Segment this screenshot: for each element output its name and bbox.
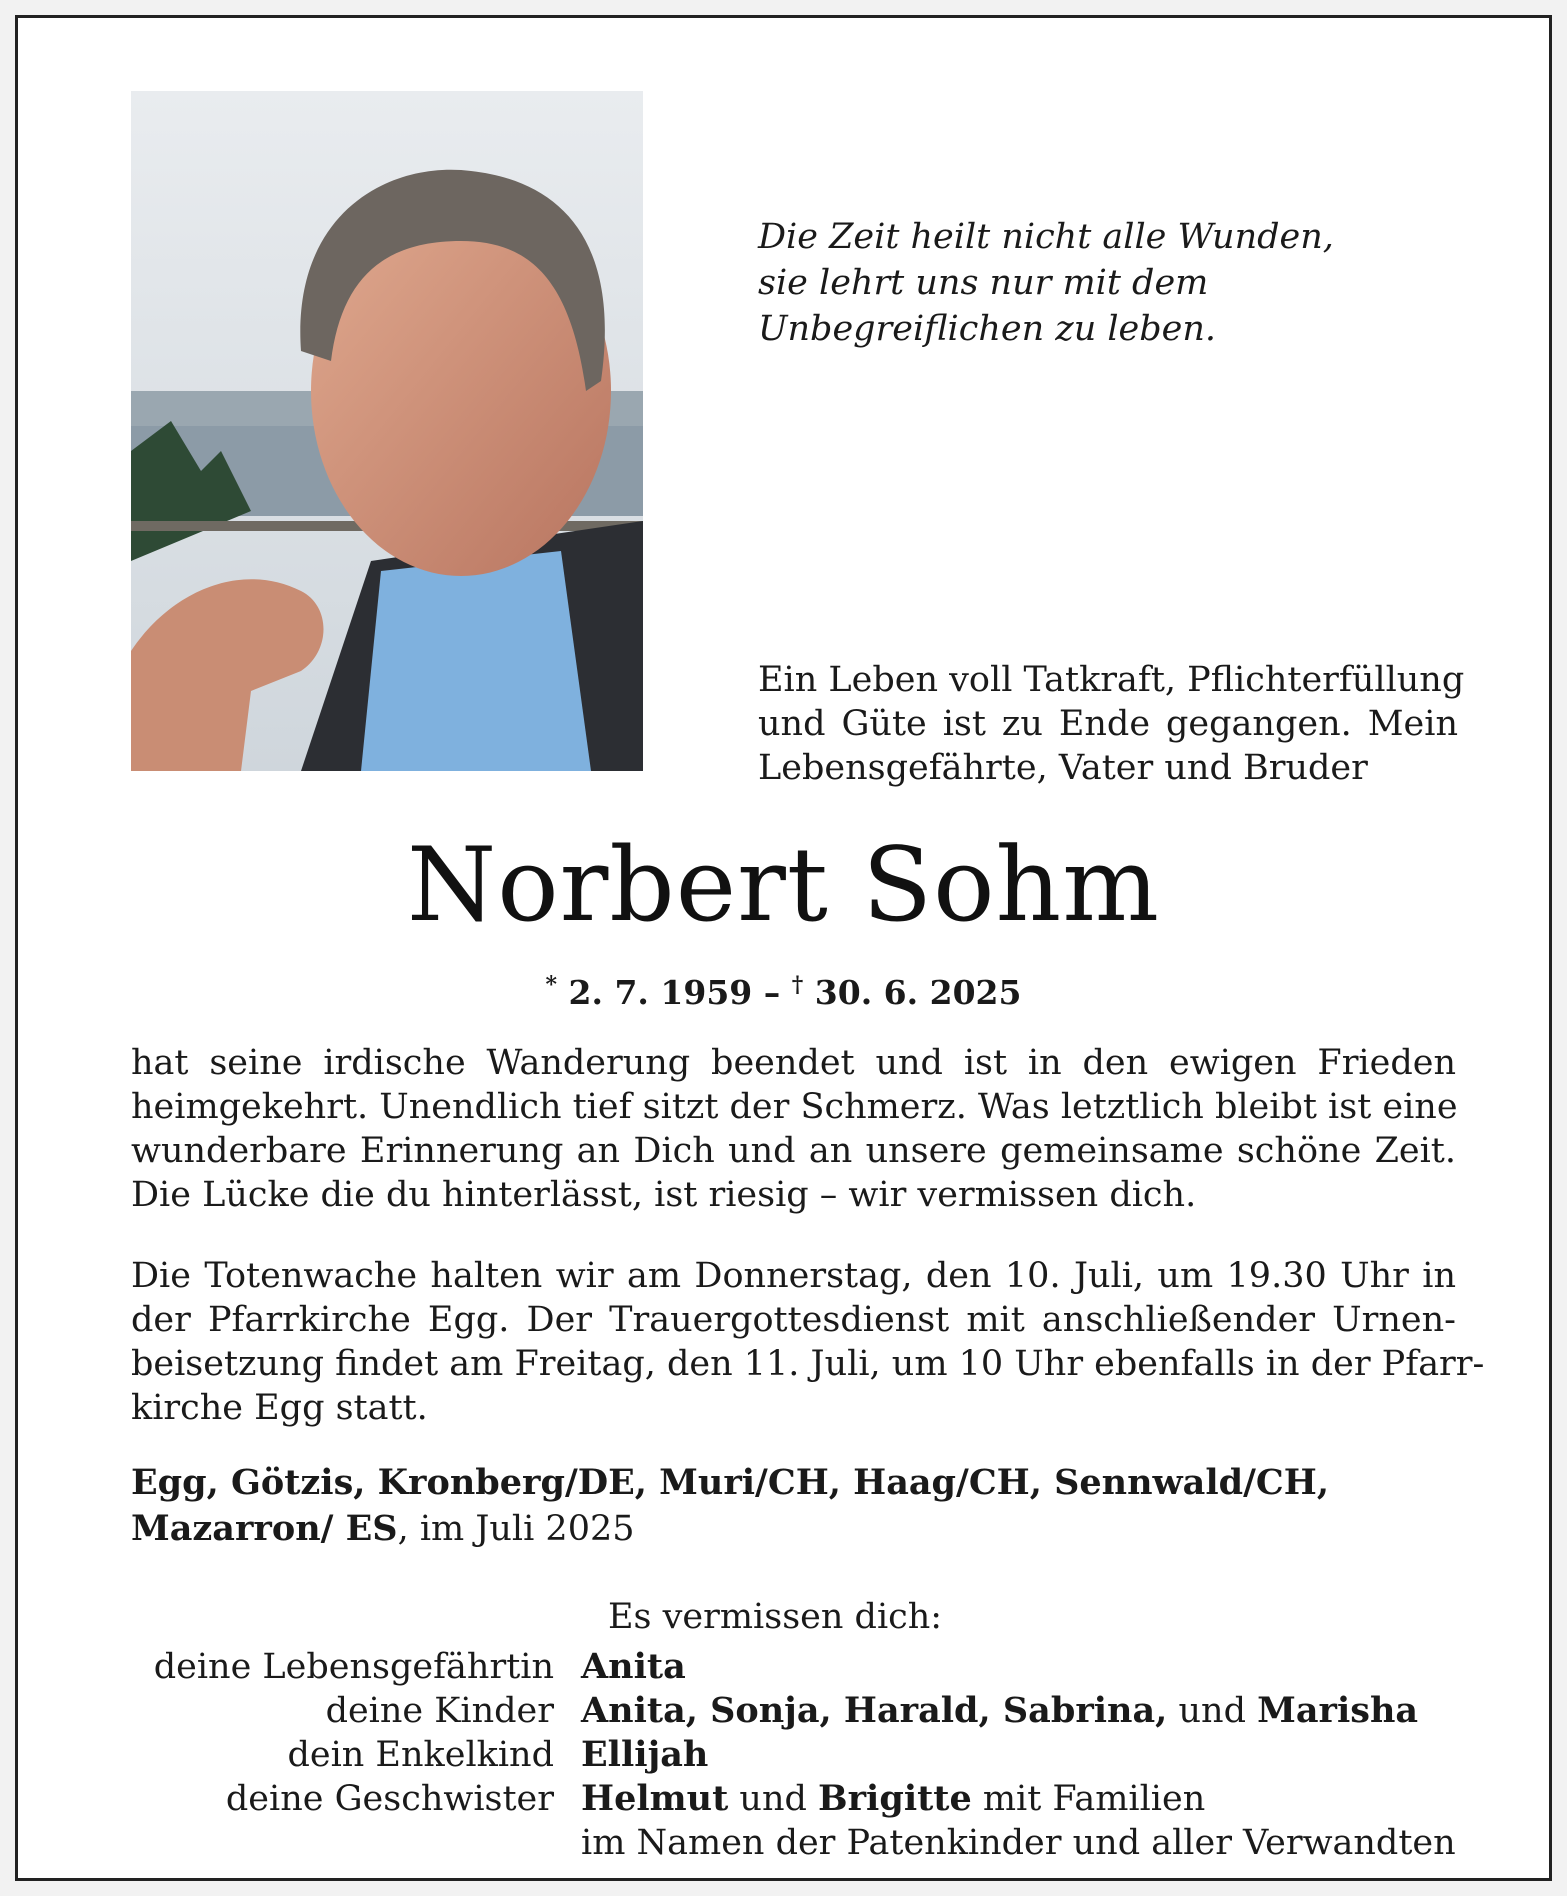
- relation-label: deine Geschwister: [225, 1779, 554, 1819]
- obituary-page: [15, 15, 1552, 1881]
- death-date: 30. 6. 2025: [814, 973, 1022, 1012]
- relation-label: deine Lebensgefährtin: [153, 1647, 554, 1687]
- intro-line: Ein Leben voll Tatkraft, Pflichterfüllung: [758, 660, 1465, 700]
- places-line: Egg, Götzis, Kronberg/DE, Muri/CH, Haag/CH, Sennwald/CH,: [131, 1462, 1330, 1503]
- mourner-suffix: mit Familien: [971, 1779, 1206, 1819]
- places-and-date: [131, 1460, 1329, 1552]
- farewell-paragraph: [131, 1041, 1456, 1217]
- places-last: Mazarron/ ES: [131, 1508, 398, 1549]
- mourner-row: [131, 1821, 1456, 1865]
- relation-label: deine Kinder: [325, 1691, 554, 1731]
- mourners-heading: Es vermissen dich:: [608, 1597, 943, 1637]
- mourner-name: Marisha: [1257, 1690, 1419, 1731]
- closing-line: im Namen der Patenkinder und aller Verwandten: [581, 1823, 1456, 1863]
- death-symbol: †: [791, 972, 804, 998]
- quote-line: sie lehrt uns nur mit dem: [758, 263, 1209, 303]
- paragraph-line: beisetzung findet am Freitag, den 11. Juli, um 10 Uhr ebenfalls in der Pfarr-: [131, 1344, 1485, 1384]
- intro-text: [758, 658, 1465, 790]
- intro-line: und Güte ist zu Ende gegangen. Mein: [758, 704, 1458, 744]
- paragraph-line: Die Totenwache halten wir am Donnerstag, den 10. Juli, um 19.30 Uhr in: [131, 1256, 1456, 1296]
- paragraph-line: hat seine irdische Wanderung beendet und ist in den ewigen Frieden: [131, 1043, 1456, 1083]
- place-date: , im Juli 2025: [397, 1509, 635, 1549]
- birth-symbol: *: [545, 972, 558, 998]
- date-separator: –: [763, 973, 781, 1012]
- mourner-name: Brigitte: [818, 1778, 972, 1819]
- paragraph-line: kirche Egg statt.: [131, 1388, 428, 1428]
- mourner-row: [131, 1645, 1456, 1689]
- quote-line: Die Zeit heilt nicht alle Wunden,: [758, 217, 1334, 257]
- paragraph-line: wunderbare Erinnerung an Dich und an unsere gemeinsame schöne Zeit.: [131, 1131, 1456, 1171]
- conjunction: und: [1167, 1691, 1258, 1731]
- mourners-list: [131, 1645, 1456, 1865]
- mourner-name: Anita, Sonja, Harald, Sabrina,: [581, 1690, 1168, 1731]
- deceased-name: Norbert Sohm: [407, 826, 1160, 945]
- portrait-illustration: [131, 91, 643, 771]
- memorial-quote: [758, 214, 1458, 352]
- life-dates: [18, 963, 1549, 1015]
- mourner-row: [131, 1777, 1456, 1821]
- mourner-name: Anita: [581, 1646, 686, 1687]
- mourner-row: [131, 1733, 1456, 1777]
- mourner-row: [131, 1689, 1456, 1733]
- paragraph-line: heimgekehrt. Unendlich tief sitzt der Schmerz. Was letztlich bleibt ist eine: [131, 1087, 1458, 1127]
- conjunction: und: [728, 1779, 819, 1819]
- funeral-details-paragraph: [131, 1254, 1485, 1430]
- paragraph-line: der Pfarrkirche Egg. Der Trauergottesdienst mit anschließender Urnen-: [131, 1300, 1456, 1340]
- relation-label: dein Enkelkind: [287, 1735, 554, 1775]
- portrait-photo: [131, 91, 643, 771]
- paragraph-line: Die Lücke die du hinterlässt, ist riesig – wir vermissen dich.: [131, 1175, 1197, 1215]
- intro-line: Lebensgefährte, Vater und Bruder: [758, 748, 1368, 788]
- mourner-name: Helmut: [581, 1778, 729, 1819]
- mourner-name: Ellijah: [581, 1734, 709, 1775]
- birth-date: 2. 7. 1959: [568, 973, 753, 1012]
- quote-line: Unbegreiflichen zu leben.: [758, 309, 1217, 349]
